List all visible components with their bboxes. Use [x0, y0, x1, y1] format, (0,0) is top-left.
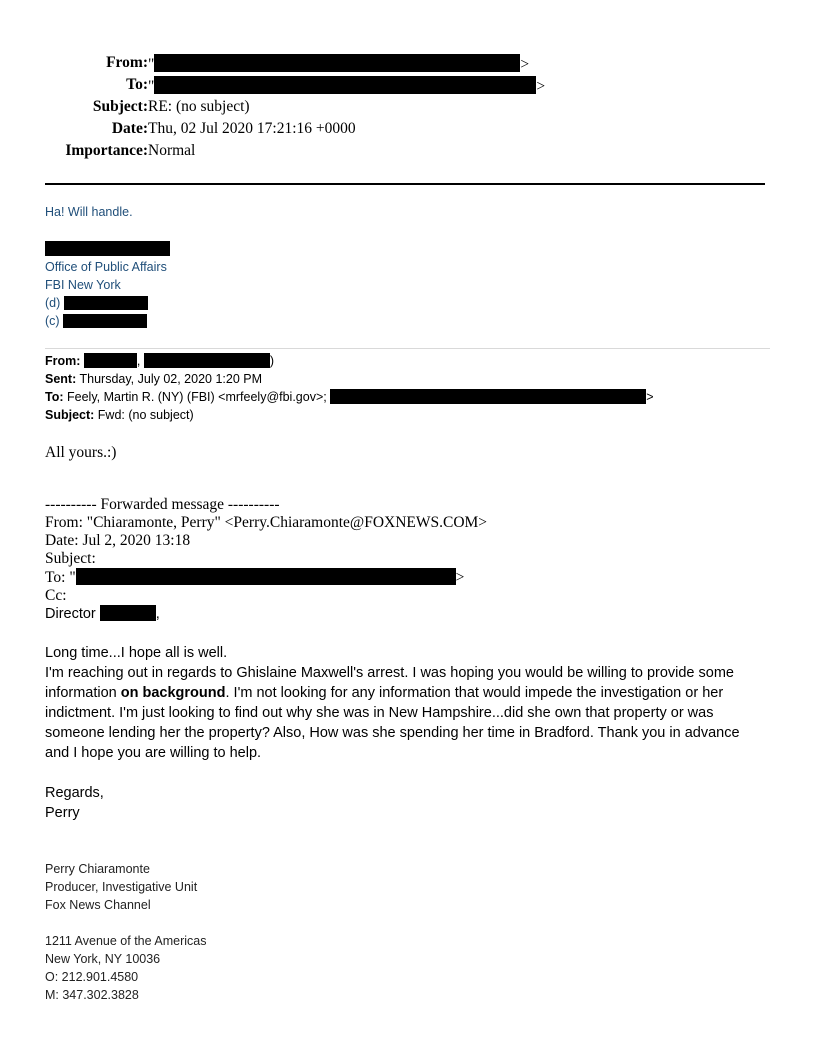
redaction-block [84, 353, 137, 368]
forwarded-header [45, 496, 487, 623]
redaction-block [100, 605, 156, 621]
reply-sig-d: (d) [45, 294, 170, 312]
redaction-block [76, 568, 456, 585]
message-emphasis: on background [120, 685, 226, 701]
header-importance-value: Normal [148, 142, 196, 159]
header-from-value: " > [148, 56, 530, 73]
redaction-block [154, 76, 536, 94]
forwarded-date: Date: Jul 2, 2020 13:18 [45, 532, 191, 549]
header-from-label: From: [106, 54, 148, 71]
quoted-body: All yours.:) [45, 444, 117, 461]
redaction-block [144, 353, 270, 368]
forwarded-divider: ---------- Forwarded message ---------- [45, 496, 280, 513]
sig-company: Fox News Channel [45, 898, 151, 912]
reply-sig-org: Office of Public Affairs [45, 260, 167, 274]
reply-signature [45, 241, 170, 330]
quoted-from-row: From: , ) [45, 354, 275, 368]
reply-sig-office: FBI New York [45, 278, 121, 292]
message-body [45, 643, 760, 823]
redaction-block [64, 296, 148, 310]
message-line1: Long time...I hope all is well. [45, 645, 228, 661]
redaction-block [154, 54, 520, 72]
sig-address2: New York, NY 10036 [45, 952, 161, 966]
quoted-sent-row: Sent: Thursday, July 02, 2020 1:20 PM [45, 372, 263, 386]
redaction-block [330, 389, 646, 404]
header-divider [45, 183, 765, 185]
forwarded-subject: Subject: [45, 550, 96, 567]
reply-text: Ha! Will handle. [45, 205, 133, 219]
message-name: Perry [45, 805, 80, 821]
sig-mobile-phone: M: 347.302.3828 [45, 988, 139, 1002]
reply-sig-c: (c) [45, 312, 170, 330]
header-to-value: " > [148, 78, 546, 95]
quoted-divider [45, 348, 770, 349]
header-date-value: Thu, 02 Jul 2020 17:21:16 +0000 [148, 120, 356, 137]
forwarded-to: To: " > [45, 569, 465, 586]
sig-office-phone: O: 212.901.4580 [45, 970, 139, 984]
sig-title: Producer, Investigative Unit [45, 880, 198, 894]
message-regards: Regards, [45, 785, 104, 801]
message-paragraph: I'm reaching out in regards to Ghislaine Maxwell's arrest. I was hoping you would be willing to provide some information on background. I'm not looking for any information that would impede the investigation or her indictment. I'm just looking to find out why she was in New Hampshire...did she own that property or was someone lending her the property? Also, How was she spending her time in Bradford. Thank you in advance and I hope you are willing to help. [45, 665, 740, 761]
sender-signature [45, 860, 206, 1004]
quoted-header [45, 352, 654, 424]
header-subject-value: RE: (no subject) [148, 98, 250, 115]
quoted-to-row: To: Feely, Martin R. (NY) (FBI) <mrfeely@fbi.gov>; > [45, 390, 654, 404]
forwarded-greeting: Director , [45, 606, 160, 622]
header-to-label: To: [126, 76, 148, 93]
header-date-label: Date: [111, 120, 148, 137]
redaction-block [63, 314, 147, 328]
quoted-subject-row: Subject: Fwd: (no subject) [45, 408, 194, 422]
header-importance-label: Importance: [65, 142, 148, 159]
redaction-block [45, 241, 170, 256]
header-subject-label: Subject: [92, 98, 148, 115]
sig-name: Perry Chiaramonte [45, 862, 150, 876]
forwarded-from: From: "Chiaramonte, Perry" <Perry.Chiaramonte@FOXNEWS.COM> [45, 514, 488, 531]
forwarded-cc: Cc: [45, 587, 67, 604]
sig-address1: 1211 Avenue of the Americas [45, 934, 207, 948]
